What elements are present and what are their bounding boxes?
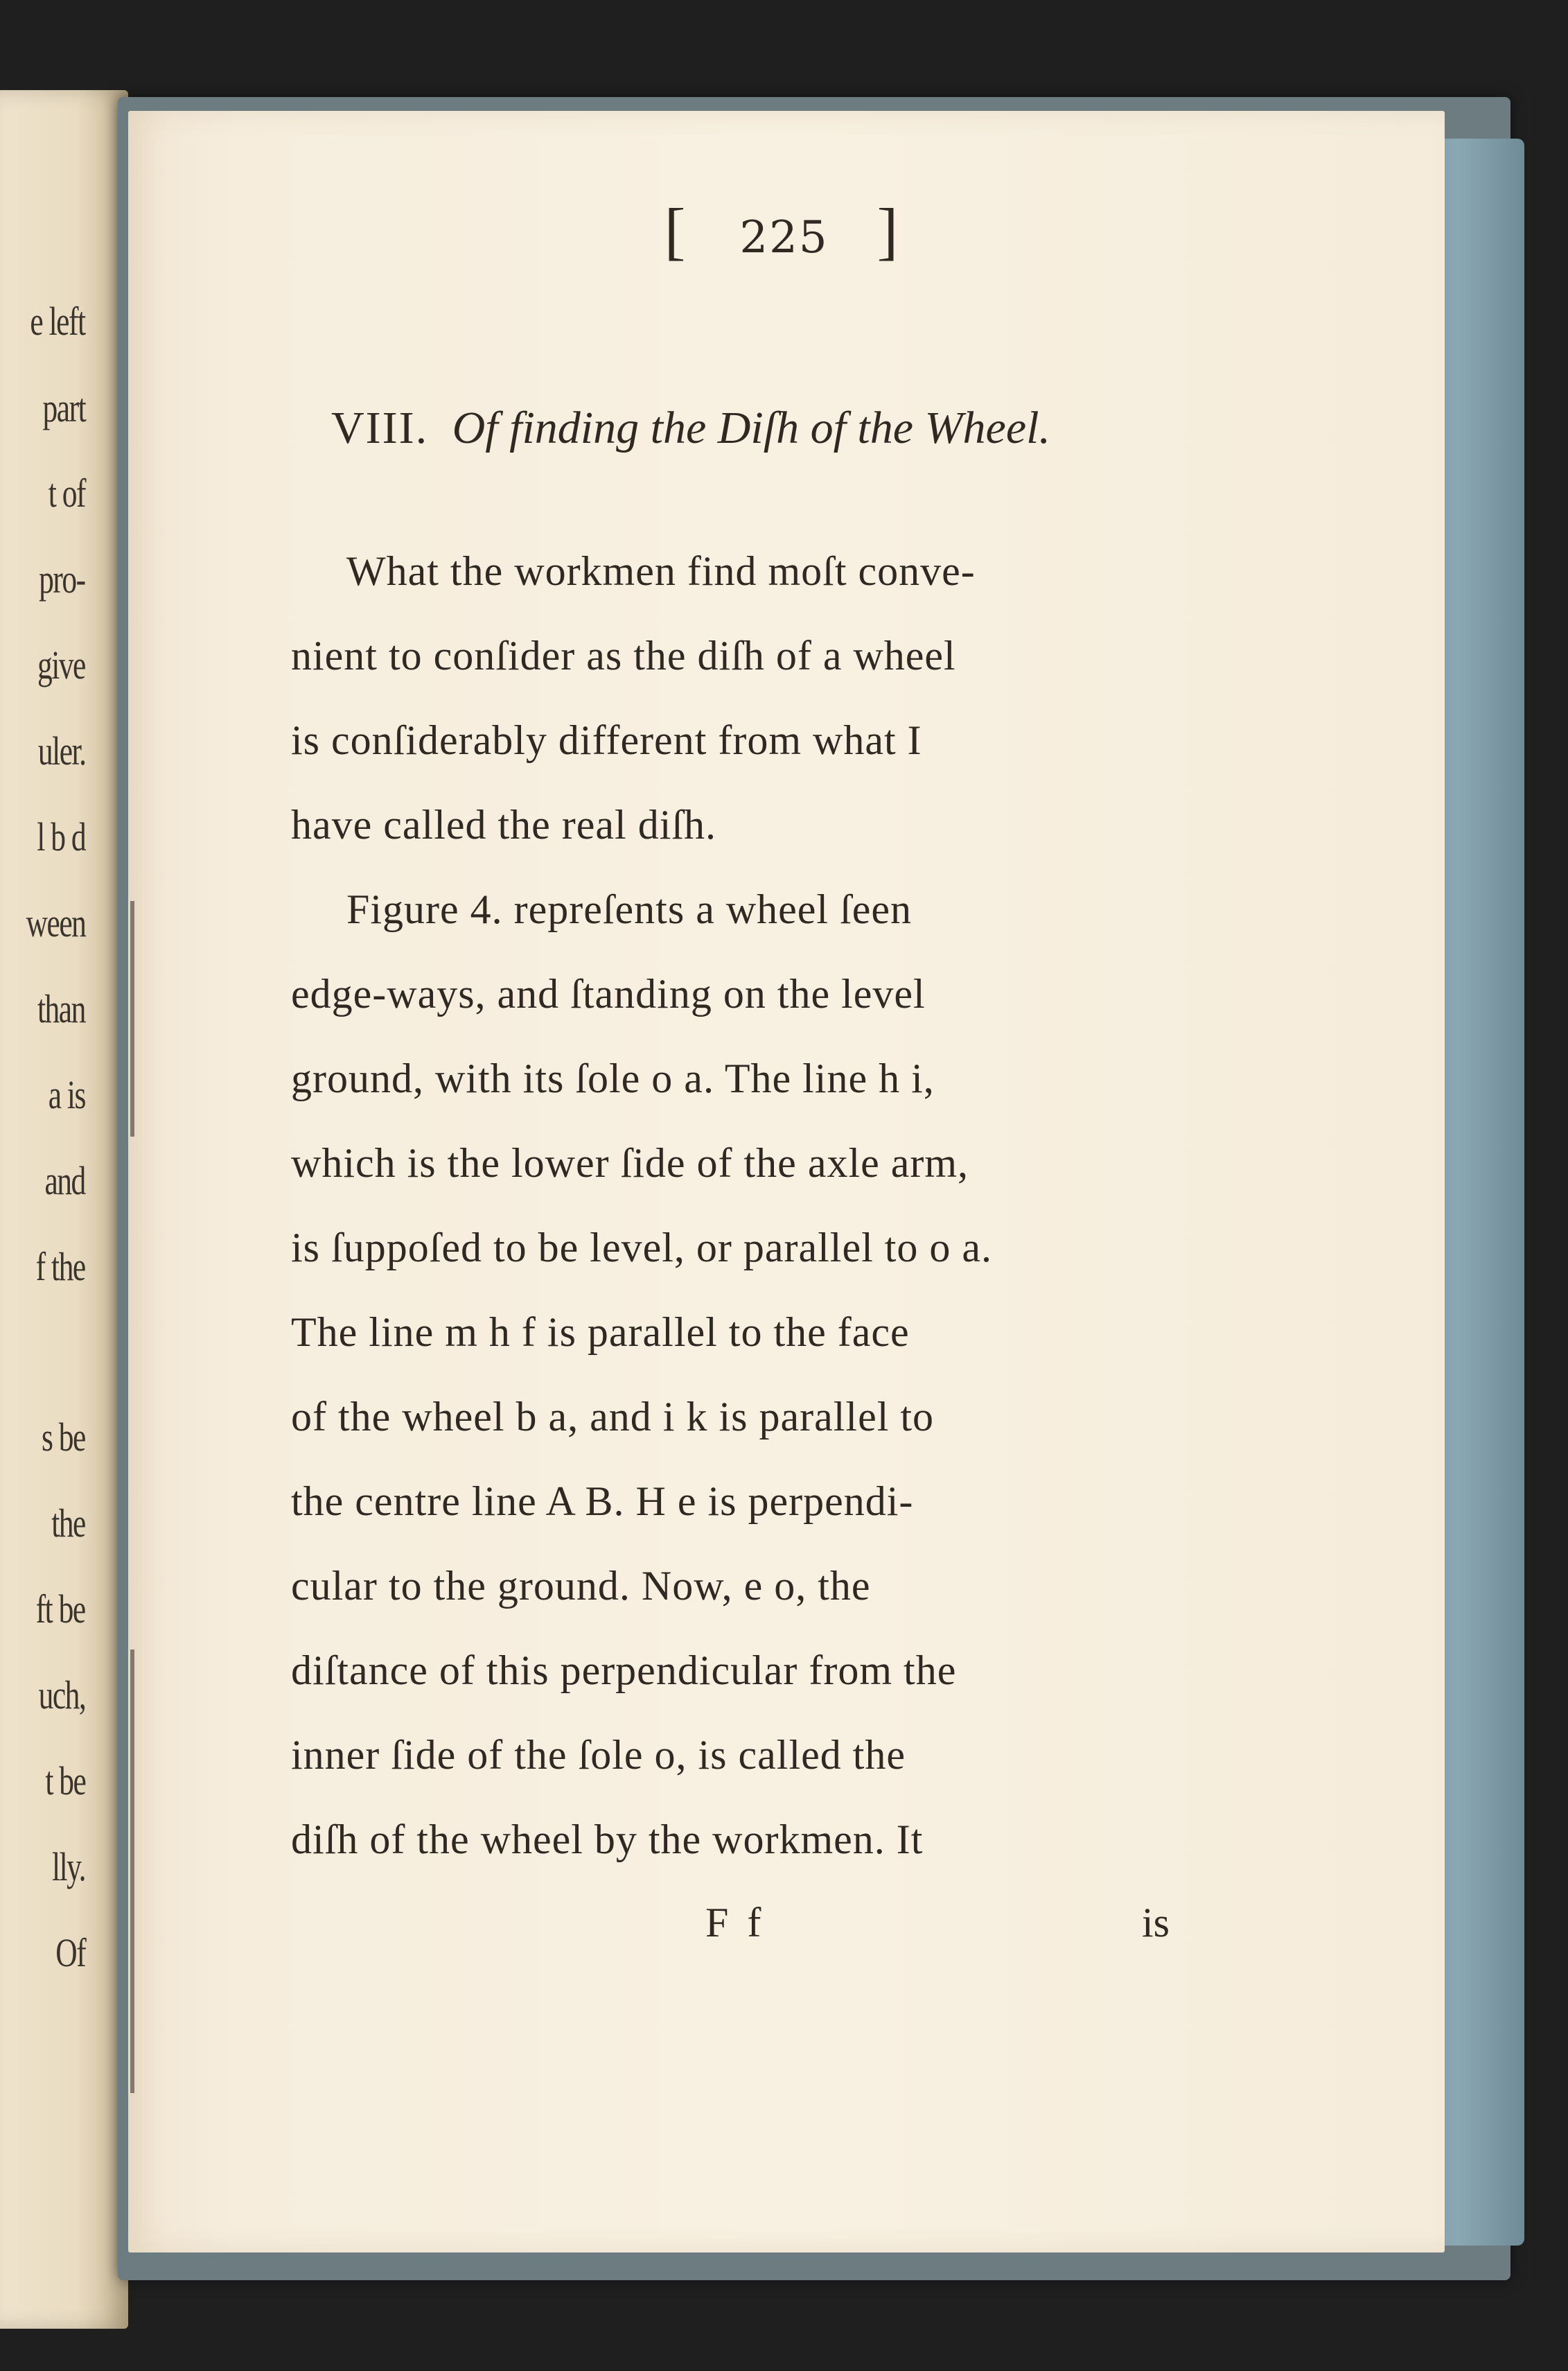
text-line: diſtance of this perpendicular from the [291,1647,957,1693]
text-line: ground, with its ſole o a. The line h i, [291,1056,935,1101]
facing-fragment: a is [48,1072,85,1117]
facing-fragment: l b d [37,814,85,859]
facing-fragment: the [51,1501,85,1546]
facing-fragment: pro- [39,557,85,602]
gutter-shadow [130,901,134,1137]
facing-fragment: f the [35,1244,85,1289]
facing-fragment: Of [55,1930,85,1975]
facing-fragment: uler. [37,728,85,773]
section-heading [331,402,1163,455]
facing-fragment: ween [26,900,85,945]
text-line: is ſuppoſed to be level, or parallel to o a. [291,1225,993,1270]
text-line: The line m h f is parallel to the face [291,1309,910,1355]
facing-fragment: than [37,986,85,1031]
page-number: 225 [739,212,829,263]
text-line: have called the real diſh. [291,802,717,848]
text-line: which is the lower ſide of the axle arm, [291,1140,969,1186]
running-head [0,194,1568,268]
section-title: Of finding the Diſh of the Wheel. [452,403,1050,453]
text-line: diſh of the wheel by the workmen. It [291,1817,924,1862]
facing-page-left [0,90,128,2329]
facing-fragment: s be [42,1415,85,1460]
text-line: is conſiderably different from what I [291,717,922,763]
facing-fragment: part [42,385,85,430]
text-line: What the workmen find moſt conve- [346,548,976,594]
text-line: cular to the ground. Now, e o, the [291,1563,871,1609]
text-line: of the wheel b a, and i k is parallel to [291,1394,935,1440]
facing-fragment: e left [30,299,85,344]
catchword: is [1142,1900,1170,1945]
signature-mark: F f [705,1900,766,1945]
text-line: the centre line A B. H e is perpendi- [291,1478,914,1524]
text-line: edge-ways, and ſtanding on the level [291,971,926,1017]
open-bracket: [ [664,195,691,266]
facing-fragment: t be [44,1758,85,1803]
text-line: Figure 4. repreſents a wheel ſeen [346,886,913,932]
section-number: VIII. [331,403,429,453]
facing-fragment: ft be [35,1586,85,1631]
gutter-shadow [130,1650,134,2093]
facing-fragment: uch, [38,1672,85,1717]
close-bracket: ] [877,195,904,266]
text-line: nient to conſider as the diſh of a wheel [291,633,956,679]
facing-fragment: lly. [52,1844,85,1889]
facing-fragment: t of [48,471,85,516]
facing-fragment: and [44,1158,85,1203]
facing-fragment: give [37,642,85,688]
text-line: inner ſide of the ſole o, is called the [291,1732,906,1778]
